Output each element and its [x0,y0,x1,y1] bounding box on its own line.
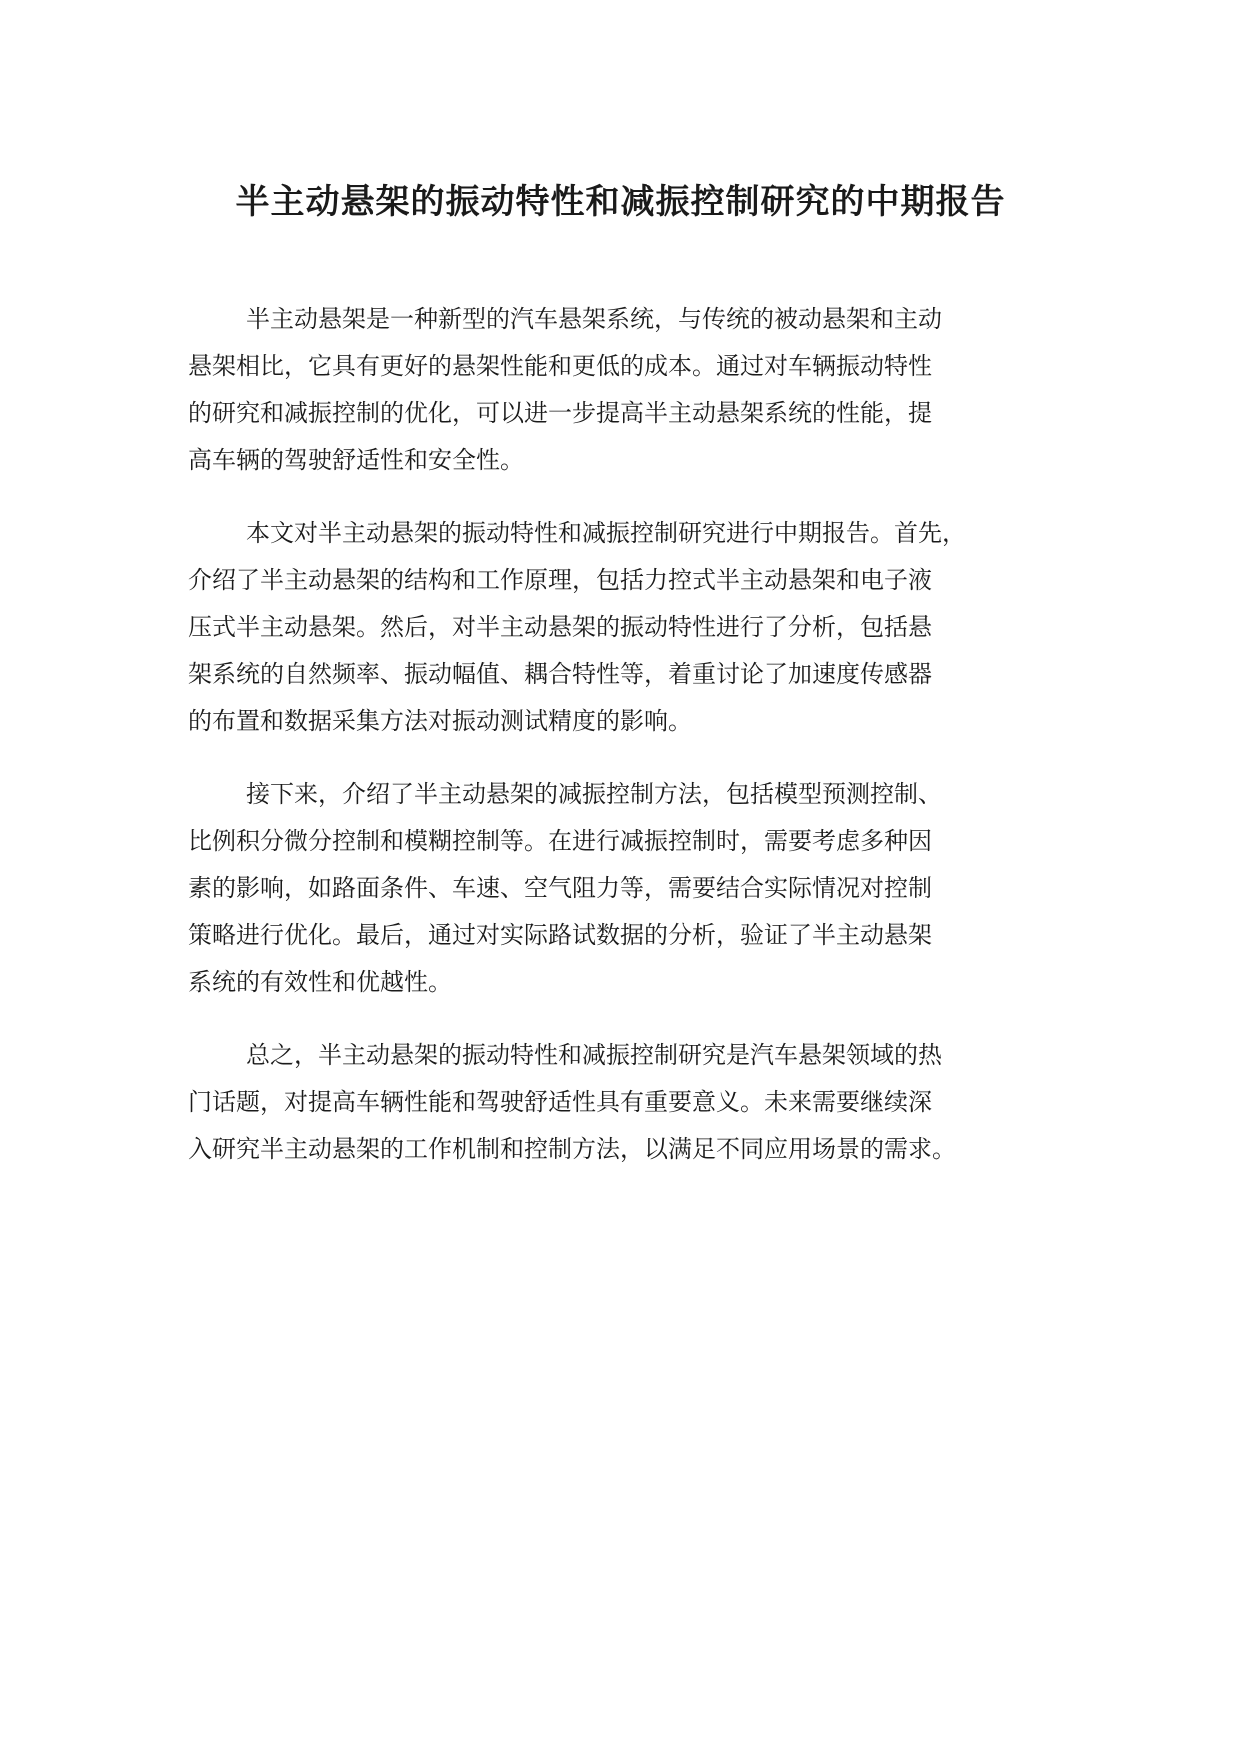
paragraph-4 [188,1032,1088,1173]
paragraph-3 [188,771,1088,1006]
paragraph-line: 半主动悬架是一种新型的汽车悬架系统，与传统的被动悬架和主动 [246,305,942,333]
paragraph-line: 系统的有效性和优越性。 [188,968,452,996]
paragraph-line: 介绍了半主动悬架的结构和工作原理，包括力控式半主动悬架和电子液 [188,566,932,594]
paragraph-line: 本文对半主动悬架的振动特性和减振控制研究进行中期报告。首先， [246,519,966,547]
paragraph-line: 压式半主动悬架。然后，对半主动悬架的振动特性进行了分析，包括悬 [188,613,932,641]
document-title: 半主动悬架的振动特性和减振控制研究的中期报告 [235,182,1006,222]
paragraph-line: 总之，半主动悬架的振动特性和减振控制研究是汽车悬架领域的热 [246,1041,942,1069]
paragraph-line: 的研究和减振控制的优化，可以进一步提高半主动悬架系统的性能，提 [188,399,932,427]
document-body [188,296,1088,1199]
paragraph-line: 高车辆的驾驶舒适性和安全性。 [188,446,524,474]
paragraph-line: 接下来，介绍了半主动悬架的减振控制方法，包括模型预测控制、 [246,780,942,808]
paragraph-line: 策略进行优化。最后，通过对实际路试数据的分析，验证了半主动悬架 [188,921,932,949]
paragraph-line: 入研究半主动悬架的工作机制和控制方法，以满足不同应用场景的需求。 [188,1135,956,1163]
paragraph-line: 素的影响，如路面条件、车速、空气阻力等，需要结合实际情况对控制 [188,874,932,902]
paragraph-line: 门话题，对提高车辆性能和驾驶舒适性具有重要意义。未来需要继续深 [188,1088,932,1116]
paragraph-line: 悬架相比，它具有更好的悬架性能和更低的成本。通过对车辆振动特性 [188,352,932,380]
paragraph-line: 架系统的自然频率、振动幅值、耦合特性等，着重讨论了加速度传感器 [188,660,932,688]
paragraph-line: 的布置和数据采集方法对振动测试精度的影响。 [188,707,692,735]
paragraph-2 [188,510,1088,745]
paragraph-line: 比例积分微分控制和模糊控制等。在进行减振控制时，需要考虑多种因 [188,827,932,855]
paragraph-1 [188,296,1088,484]
